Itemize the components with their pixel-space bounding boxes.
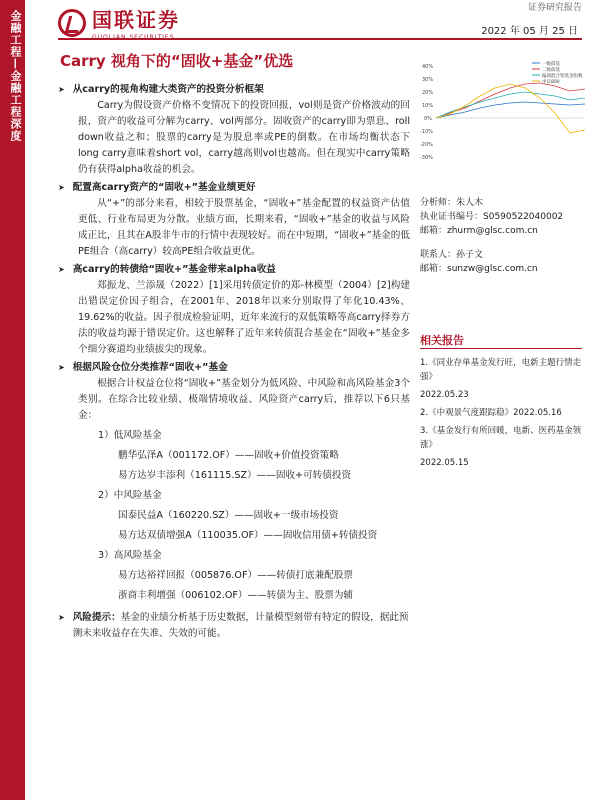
sidebar-band [0,0,25,800]
related-divider [420,348,582,349]
fund-item: 易方达双债增强A（110035.OF）——固收信用债+转债投资 [118,530,378,541]
legend-label: 二级债基 [542,68,560,73]
fund-item: 易方达裕祥回报（005876.OF）——转债打底兼配股票 [118,570,354,581]
arrow-icon: ➤ [58,265,65,274]
arrow-icon: ➤ [58,183,65,192]
sidebar-label: 金融工程—金融工程深度 [9,10,22,142]
section-paragraph: 根据合计权益仓位将“固收+”基金划分为低风险、中风险和高风险基金3个类别。在综合比较业绩、极端情境收益、风险资产carry后，推荐以下6只基金： [78,378,410,421]
tick-label: -10% [420,129,433,135]
related-reports-title: 相关报告 [420,334,464,347]
fund-item: 国泰民益A（160220.SZ）——固收+一级市场投资 [118,510,339,521]
section-paragraph: 从“+”的部分来看，相较于股票基金，“固收+”基金配置的权益资产估值更低、行业布局更为分散。业绩方面，长期来看，“固收+”基金的收益与风险成正比，且其在A股非牛市的行情中表现较好。而在中短期，“固收+”基金的低PE组合（高carry）较高PE组合收益更优。 [78,198,410,257]
tick-label: 30% [422,77,434,83]
contact-email[interactable]: 邮箱：sunzw@glsc.com.cn [420,264,538,274]
group-label: 1）低风险基金 [98,430,162,441]
series-line-3 [436,92,585,118]
legend [532,60,583,85]
tick-label: 0% [424,116,432,122]
analyst-email[interactable]: 邮箱：zhurm@glsc.com.cn [420,226,538,236]
contact-name: 联系人：孙子文 [420,250,484,260]
section-head: ➤ 根据风险仓位分类推荐“固收+”基金 [58,360,410,376]
fund-item: 易方达岁丰添利（161115.SZ）——固收+可转债投资 [118,470,352,481]
related-report-date: 2022.05.15 [420,458,469,468]
header-divider [58,38,582,40]
related-report-link[interactable]: 2.《中观景气度跟踪稳》2022.05.16 [420,408,562,418]
y-axis-ticks [420,64,433,161]
arrow-icon: ➤ [58,85,65,94]
tick-label: -30% [420,155,433,161]
series-line-4 [436,84,585,133]
related-report-link[interactable]: 1.《同业存单基金发行旺，电新主题行情走强》 [420,358,582,382]
report-type: 证券研究报告 [527,3,582,13]
series-line-2 [436,83,585,118]
tick-label: -20% [420,142,433,148]
analyst-cert: 执业证书编号：S0590522040002 [420,212,564,222]
arrow-icon: ➤ [58,613,65,622]
group-label: 2）中风险基金 [98,490,162,501]
section-head: ➤ 从carry的视角构建大类资产的投资分析框架 [58,82,410,98]
section-head: ➤ 高carry的转债给“固收+”基金带来alpha收益 [58,262,410,278]
related-report-link[interactable]: 3.《基金发行有所回暖，电新、医药基金领涨》 [420,426,582,450]
logo-icon [58,9,86,37]
legend-label: 中证800 [542,80,560,85]
tick-label: 20% [422,90,434,96]
legend-label: 偏债混合型基金指数 [542,74,583,79]
related-reports-list [420,356,590,474]
tick-label: 10% [422,103,434,109]
related-report-date: 2022.05.23 [420,390,469,400]
risk-warning: ➤ 风险提示：基金的业绩分析基于历史数据，计量模型刻带有特定的假设，据此预测未来收益存在失准、失效的可能。 [58,612,409,639]
section-paragraph: 郑振龙、兰添晟（2022）[1]采用转债定价的郑-林模型（2004）[2]构建出错误定价因子组合，在2001年、2018年以来分别取得了年化10.43%、19.62%的收益。因子很成检验证明，近年来流行的双低策略等高carry择券方法的收益均源于错误定价。这也解释了近年来转债混合基金在“固收+”基金多个细分赛道均业绩拔尖的现象。 [78,280,410,355]
logo [58,4,180,41]
group-label: 3）高风险基金 [98,550,162,561]
logo-cn: 国联证券 [92,8,180,32]
report-date: 2022 年 05 月 25 日 [481,26,578,37]
section-head: ➤ 配置高carry资产的“固收+”基金业绩更好 [58,180,410,196]
fund-item: 浙商丰利增强（006102.OF）——转债为主、股票为辅 [118,590,354,601]
fund-item: 鹏华弘泽A（001172.OF）——固收+价值投资策略 [118,450,339,461]
legend-label: 一级债基 [542,62,560,67]
main-body [58,80,410,642]
analyst-name: 分析师：朱人木 [420,198,484,208]
performance-chart [420,58,590,168]
analyst-info [420,196,563,276]
tick-label: 40% [422,64,434,70]
report-title: Carry 视角下的“固收+基金”优选 [60,52,294,70]
section-paragraph: Carry为假设资产价格不变情况下的投资回报，vol则是资产价格波动的回报，资产的收益可分解为carry、vol两部分。固收资产的carry即为票息、roll down收益之和；股票的carry是为股息率或PE的倒数。在市场均衡状态下long carry意味着short vol，carry越高则vol也越高。但在现实中carry策略仍有获得alpha收益的机会。 [78,100,410,175]
arrow-icon: ➤ [58,363,65,372]
